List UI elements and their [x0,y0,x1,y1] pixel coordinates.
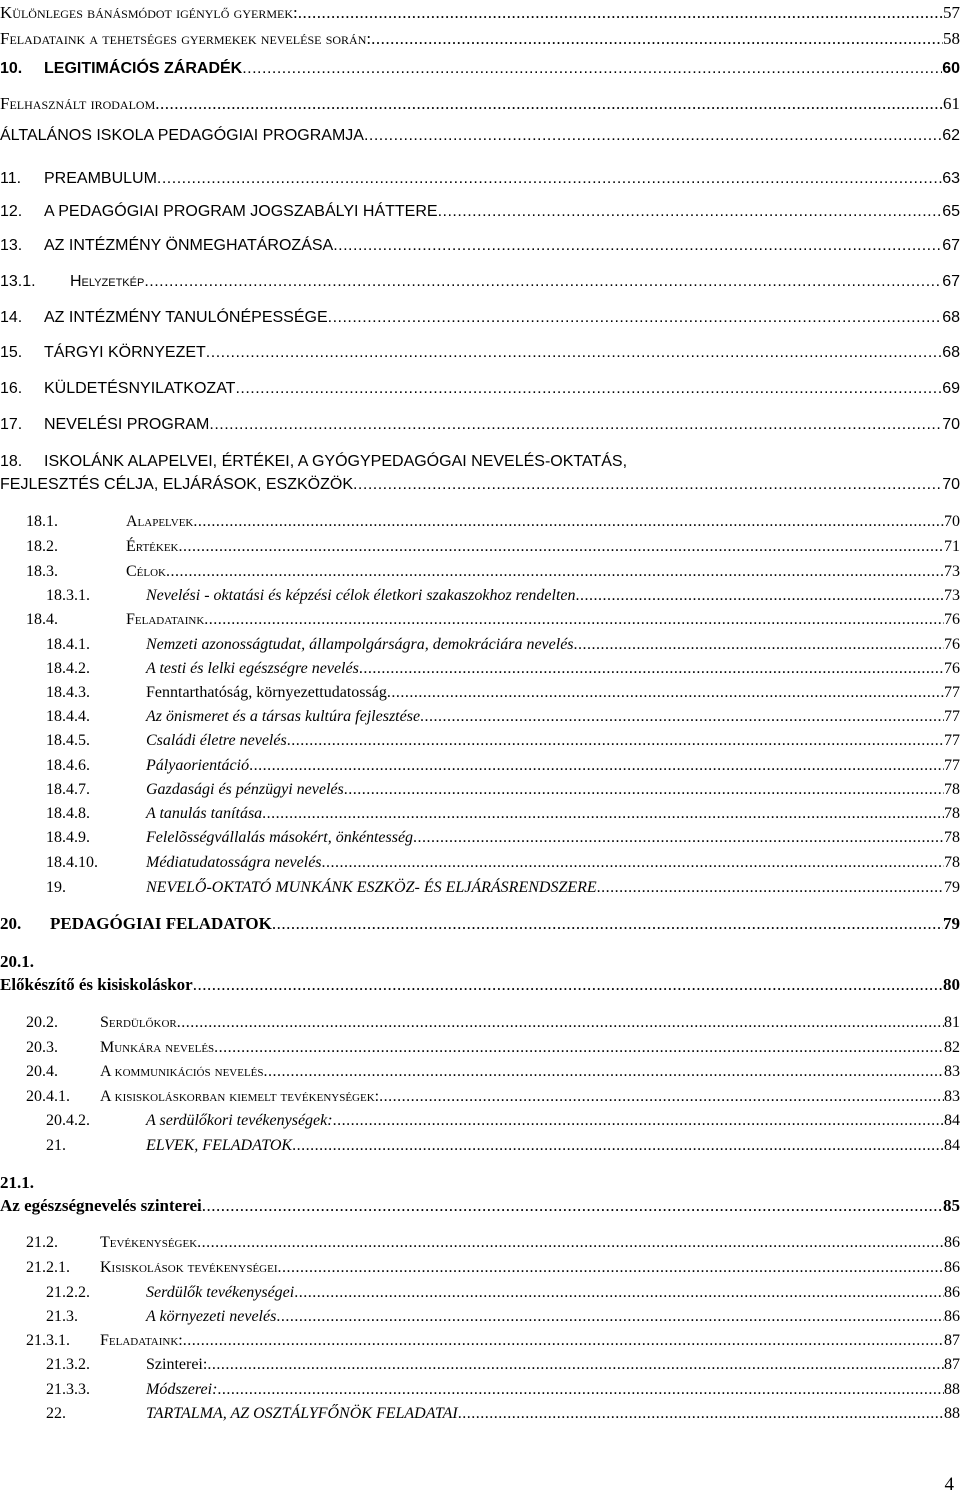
toc-entry[interactable] [0,611,960,629]
toc-entry-number: 18.4.9. [46,829,90,846]
toc-entry[interactable] [0,1332,960,1350]
toc-entry-title: A PEDAGÓGIAI PROGRAM JOGSZABÁLYI HÁTTERE [44,203,438,220]
toc-leader [328,309,943,327]
toc-entry-title: Pályaorientáció [146,757,250,774]
toc-entry-page: 77 [944,757,960,774]
toc-leader [264,1063,944,1081]
toc-entry-title: A környezeti nevelés [146,1308,277,1325]
toc-entry-page: 78 [944,781,960,798]
toc-leader [214,1039,944,1057]
toc-entry-page: 67 [942,237,960,254]
toc-entry-page: 67 [942,273,960,290]
toc-entry-page: 62 [942,127,960,144]
toc-leader [413,829,944,847]
toc-entry-title: Nevelési - oktatási és képzési célok életkori szakaszokhoz rendelten [146,587,576,604]
toc-entry-title-line1: ISKOLÁNK ALAPELVEI, ÉRTÉKEI, A GYÓGYPEDAGÓGAI NEVELÉS-OKTATÁS, [44,453,628,470]
toc-entry-page: 77 [944,684,960,701]
toc-leader [344,781,944,799]
toc-entry-title: Családi életre nevelés [146,732,287,749]
toc-entry-number: 21.3.1. [26,1332,70,1349]
toc-entry[interactable] [0,854,960,872]
toc-entry-title: PREAMBULUM [44,170,157,187]
toc-entry-number: 18.4.7. [46,781,90,798]
toc-leader [294,1284,944,1302]
toc-entry[interactable] [0,757,960,775]
toc-entry-number: 20.4. [26,1063,58,1080]
toc-leader [242,60,942,78]
toc-entry[interactable] [0,1259,960,1277]
toc-entry-number: 18.1. [26,513,58,530]
toc-leader [458,1405,944,1423]
toc-entry-page: 58 [943,29,960,48]
toc-entry[interactable] [0,660,960,678]
toc-entry-page: 87 [944,1356,960,1373]
toc-leader [202,1196,943,1216]
toc-leader [157,170,942,188]
toc-entry[interactable] [0,805,960,823]
toc-leader [287,732,944,750]
toc-entry-title: TARTALMA, AZ OSZTÁLYFŐNÖK FELADATAI [146,1405,458,1422]
toc-entry-number: 18.4. [26,611,58,628]
toc-entry-page: 87 [944,1332,960,1349]
toc-entry[interactable] [0,309,960,327]
toc-leader [379,1088,944,1106]
toc-leader [197,1234,944,1252]
page-number: 4 [944,1474,954,1495]
toc-entry-number: 20. [0,914,22,933]
toc-entry[interactable] [0,1284,960,1302]
toc-leader [438,203,943,221]
toc-entry[interactable] [0,237,960,255]
toc-entry-page: 65 [942,203,960,220]
toc-entry-page: 68 [942,344,960,361]
toc-entry[interactable] [0,94,960,114]
toc-entry-page: 63 [942,170,960,187]
toc-entry-page: 79 [943,914,960,933]
toc-entry-number: 21.3.3. [46,1381,90,1398]
toc-leader [193,975,943,995]
toc-entry-number: 21.2.2. [46,1284,90,1301]
toc-leader [364,127,942,145]
toc-entry-title: Az önismeret és a társas kultúra fejlesztése [146,708,421,725]
toc-leader [207,1356,944,1374]
toc-entry-number: 20.3. [26,1039,58,1056]
toc-leader [235,380,942,398]
toc-entry-title: Célok [126,563,166,580]
toc-leader [209,416,942,434]
toc-entry[interactable] [0,781,960,799]
toc-entry[interactable] [0,1088,960,1106]
toc-entry-title: Különleges bánásmódot igénylő gyermek: [0,3,298,22]
toc-leader [183,1332,944,1350]
toc-leader [206,344,942,362]
toc-entry[interactable] [0,684,960,702]
toc-entry[interactable] [0,952,960,995]
toc-leader [387,684,944,702]
toc-entry-number: 18.4.10. [46,854,98,871]
toc-leader [262,805,944,823]
toc-entry-page: 88 [944,1381,960,1398]
toc-entry[interactable] [0,1308,960,1326]
toc-entry-title: AZ INTÉZMÉNY TANULÓNÉPESSÉGE [44,309,328,326]
toc-entry-page: 84 [944,1137,960,1154]
toc-entry-title: Serdülők tevékenységei [146,1284,295,1301]
toc-leader [249,757,944,775]
toc-entry-page: 86 [944,1234,960,1251]
toc-entry-page: 86 [944,1259,960,1276]
toc-entry-title: Felelõsségvállalás másokért, önkéntesség [146,829,414,846]
toc-leader [333,1112,944,1130]
toc-entry-title: Felhasznált irodalom [0,94,156,113]
toc-entry-page: 76 [944,636,960,653]
toc-entry-page: 80 [943,975,960,994]
toc-entry-title: Alapelvek [126,513,194,530]
toc-entry-page: 86 [944,1308,960,1325]
toc-leader [193,513,944,531]
toc-entry-number: 21.3.2. [46,1356,90,1373]
toc-entry-number: 21. [46,1137,66,1154]
toc-entry[interactable] [0,1137,960,1155]
toc-entry-number: 18. [0,453,23,470]
toc-entry-title: Értékek [126,538,179,555]
toc-entry-number: 21.2.1. [26,1259,70,1276]
toc-entry-title: Gazdasági és pénzügyi nevelés [146,781,344,798]
toc-entry-number: 21.2. [26,1234,58,1251]
toc-entry-number: 16. [0,380,23,397]
toc-entry-page: 79 [944,879,960,896]
toc-entry-number: 14. [0,309,23,326]
toc-entry-title: Médiatudatosságra nevelés [146,854,322,871]
toc-entry-page: 77 [944,708,960,725]
toc-entry[interactable] [0,416,960,434]
toc-entry-page: 73 [944,563,960,580]
toc-entry-title: Módszerei: [146,1381,218,1398]
toc-entry[interactable] [0,127,960,145]
toc-entry[interactable] [0,1405,960,1423]
toc-entry-number: 20.1. [0,952,34,971]
toc-entry-title: Szinterei: [146,1356,208,1373]
toc-leader [144,273,942,291]
toc-entry-page: 73 [944,587,960,604]
toc-leader [204,611,944,629]
toc-entry[interactable] [0,380,960,398]
toc-entry[interactable] [0,29,960,49]
toc-entry-title: Nemzeti azonosságtudat, állampolgárságra, demokráciára nevelés [146,636,574,653]
toc-leader [217,1381,944,1399]
toc-leader [278,1259,945,1277]
toc-entry-title: Serdülőkor [100,1014,177,1031]
toc-entry-number: 18.3.1. [46,587,90,604]
toc-entry[interactable] [0,732,960,750]
toc-entry-title: AZ INTÉZMÉNY ÖNMEGHATÁROZÁSA [44,237,334,254]
toc-entry-title: Tevékenységek [100,1234,198,1251]
toc-entry-page: 76 [944,660,960,677]
toc-entry[interactable] [0,914,960,934]
toc-entry[interactable] [0,453,960,494]
toc-entry-number: 20.4.1. [26,1088,70,1105]
toc-entry-page: 84 [944,1112,960,1129]
toc-entry[interactable] [0,1039,960,1057]
toc-entry-page: 78 [944,805,960,822]
toc-entry[interactable] [0,563,960,581]
toc-entry-page: 61 [943,94,960,113]
toc-entry-number: 21.3. [46,1308,78,1325]
toc-entry-title: Feladataink [126,611,205,628]
toc-entry[interactable] [0,587,960,605]
toc-entry[interactable] [0,708,960,726]
toc-entry-number: 20.4.2. [46,1112,90,1129]
toc-entry-number: 18.4.6. [46,757,90,774]
toc-entry-page: 60 [942,60,960,77]
toc-entry[interactable] [0,879,960,897]
toc-entry-page: 82 [944,1039,960,1056]
toc-entry-number: 12. [0,203,23,220]
toc-entry-title: Fenntarthatóság, környezettudatosság [146,684,387,701]
toc-entry-number: 18.4.3. [46,684,90,701]
toc-entry-title: ÁLTALÁNOS ISKOLA PEDAGÓGIAI PROGRAMJA [0,127,364,144]
toc-entry-title: Feladataink: [100,1332,183,1349]
toc-entry-page: 68 [942,309,960,326]
toc-leader [322,854,944,872]
toc-entry-title: A kisiskoláskorban kiemelt tevékenységek: [100,1088,380,1105]
toc-leader [276,1308,944,1326]
toc-entry-page: 85 [943,1196,960,1215]
toc-entry[interactable] [0,203,960,221]
toc-entry-number: 11. [0,170,22,187]
toc-leader [597,879,944,897]
toc-entry[interactable] [0,60,960,78]
toc-entry-title: Feladataink a tehetséges gyermekek nevelése során: [0,29,372,48]
toc-entry[interactable] [0,1356,960,1374]
toc-entry-page: 70 [944,513,960,530]
toc-leader [420,708,944,726]
toc-entry-number: 21.1. [0,1173,34,1192]
toc-entry[interactable] [0,1063,960,1081]
toc-entry[interactable] [0,829,960,847]
toc-entry-page: 71 [944,538,960,555]
toc-leader [166,563,944,581]
toc-leader [179,538,945,556]
toc-entry-number: 22. [46,1405,66,1422]
toc-entry-title: NEVELŐ-OKTATÓ MUNKÁNK ESZKÖZ- ÉS ELJÁRÁSRENDSZERE [146,879,597,896]
toc-entry-page: 88 [944,1405,960,1422]
toc-entry-page: 83 [944,1088,960,1105]
toc-entry-number: 18.4.2. [46,660,90,677]
toc-entry-number: 18.4.4. [46,708,90,725]
toc-entry[interactable] [0,170,960,188]
toc-leader [371,29,943,49]
toc-entry-title: PEDAGÓGIAI FELADATOK [50,914,272,933]
toc-entry-title: FEJLESZTÉS CÉLJA, ELJÁRÁSOK, ESZKÖZÖK [0,476,353,493]
toc-entry-page: 78 [944,854,960,871]
toc-entry-title: A kommunikációs nevelés [100,1063,264,1080]
toc-entry[interactable] [0,1234,960,1252]
toc-leader [574,636,944,654]
toc-leader [177,1014,944,1032]
toc-entry-title: Előkészítő és kisiskoláskor [0,975,193,994]
toc-entry[interactable] [0,273,960,291]
toc-entry-title: A serdülőkori tevékenységek: [146,1112,333,1129]
toc-entry-number: 18.3. [26,563,58,580]
toc-entry-title: TÁRGYI KÖRNYEZET [44,344,206,361]
toc-entry[interactable] [0,636,960,654]
toc-entry-title: A tanulás tanítása [146,805,263,822]
toc-entry[interactable] [0,538,960,556]
toc-entry-title: Az egészségnevelés szinterei [0,1196,202,1215]
toc-entry-number: 15. [0,344,23,361]
toc-entry-page: 77 [944,732,960,749]
toc-entry-page: 86 [944,1284,960,1301]
toc-entry-number: 18.4.5. [46,732,90,749]
toc-entry[interactable] [0,1014,960,1032]
toc-entry-page: 81 [944,1014,960,1031]
toc-entry-title: Kisiskolások tevékenységei [100,1259,278,1276]
toc-entry-number: 18.4.8. [46,805,90,822]
toc-leader [298,3,943,23]
toc-entry-number: 13. [0,237,23,254]
toc-entry-number: 18.2. [26,538,58,555]
toc-entry-page: 69 [942,380,960,397]
toc-leader [353,476,942,494]
toc-entry[interactable] [0,3,960,23]
toc-entry-number: 17. [0,416,23,433]
toc-entry-page: 78 [944,829,960,846]
toc-entry-page: 70 [942,416,960,433]
toc-entry-number: 19. [46,879,66,896]
toc-entry-page: 76 [944,611,960,628]
toc-entry[interactable] [0,1173,960,1216]
toc-entry-page: 57 [943,3,960,22]
toc-entry-title: NEVELÉSI PROGRAM [44,416,210,433]
toc-entry-page: 83 [944,1063,960,1080]
toc-entry-title: ELVEK, FELADATOK [146,1137,293,1154]
toc-entry-title: A testi és lelki egészségre nevelés [146,660,359,677]
toc-entry-title: Helyzetkép [70,273,145,290]
toc-leader [359,660,944,678]
toc-entry-title: LEGITIMÁCIÓS ZÁRADÉK [44,60,243,77]
toc-leader [333,237,942,255]
toc-entry-number: 20.2. [26,1014,58,1031]
toc-entry[interactable] [0,1381,960,1399]
toc-entry-number: 18.4.1. [46,636,90,653]
toc-entry-number: 10. [0,60,23,77]
toc-leader [576,587,945,605]
toc-entry-page: 70 [942,476,960,493]
toc-leader [272,914,943,934]
toc-entry-number: 13.1. [0,273,36,290]
toc-leader [155,94,943,114]
toc-entry-title: KÜLDETÉSNYILATKOZAT [44,380,236,397]
toc-leader [292,1137,944,1155]
toc-entry-title: Munkára nevelés [100,1039,215,1056]
toc-entry[interactable] [0,1112,960,1130]
toc-entry[interactable] [0,513,960,531]
toc-entry[interactable] [0,344,960,362]
